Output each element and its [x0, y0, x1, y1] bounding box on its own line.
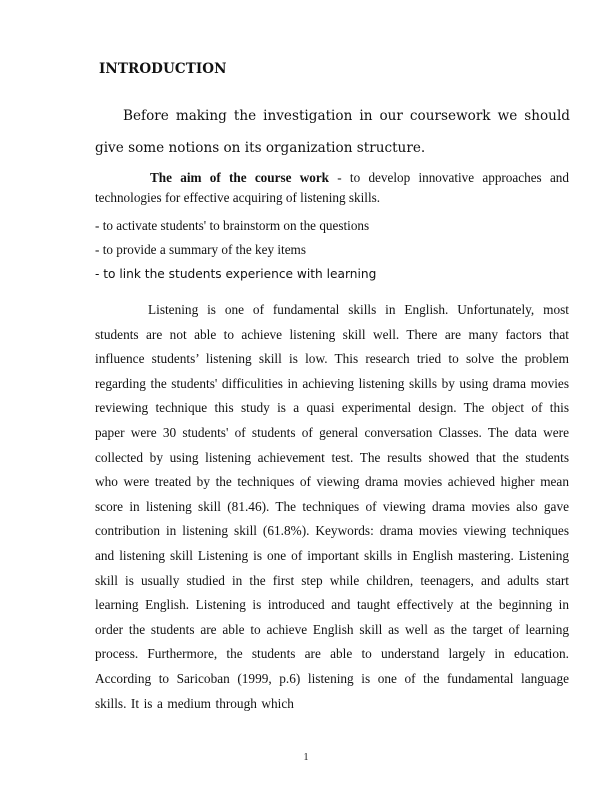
list-item: - to link the students experience with learning [95, 267, 377, 281]
section-heading: INTRODUCTION [99, 61, 227, 77]
page-number: 1 [303, 752, 309, 763]
aim-label: The aim of the course work [150, 170, 330, 185]
intro-paragraph: Before making the investigation in our coursework we should give some notions on its organization structure. [95, 108, 570, 156]
body-paragraph: Listening is one of fundamental skills in English. Unfortunately, most students are not able to achieve listening skill well. There are many factors that influence students’ listening skill is low. This research tried to solve the problem regarding the students' difficulities in achieving listening skills by using drama movies reviewing technique this study is a quasi experimental design. The object of this paper were 30 students' of students of general conversation Classes. The data were collected by using listening achievement test. The results showed that the students who were treated by the techniques of viewing drama movies achieved higher mean score in listening skill (81.46). The techniques of viewing drama movies also gave contribution in listening skill (61.8%). Keywords: drama movies viewing techniques and listening skill Listening is one of important skills in English mastering. Listening skill is usually studied in the first step while children, teenagers, and adults start learning English. Listening is introduced and taught effectively at the beginning in order the students are able to achieve English skill as well as the target of learning process. Furthermore, the students are able to understand largely in education. According to Saricoban (1999, p.6) listening is one of the fundamental language skills. It is a medium through which [95, 302, 569, 711]
list-item: - to activate students' to brainstorm on the questions [95, 218, 370, 233]
aim-text: - to develop innovative approaches and technologies for effective acquiring of listening skills. [95, 170, 569, 205]
objectives-list [95, 214, 376, 286]
aim-paragraph [95, 168, 569, 208]
list-item: - to provide a summary of the key items [95, 242, 306, 257]
